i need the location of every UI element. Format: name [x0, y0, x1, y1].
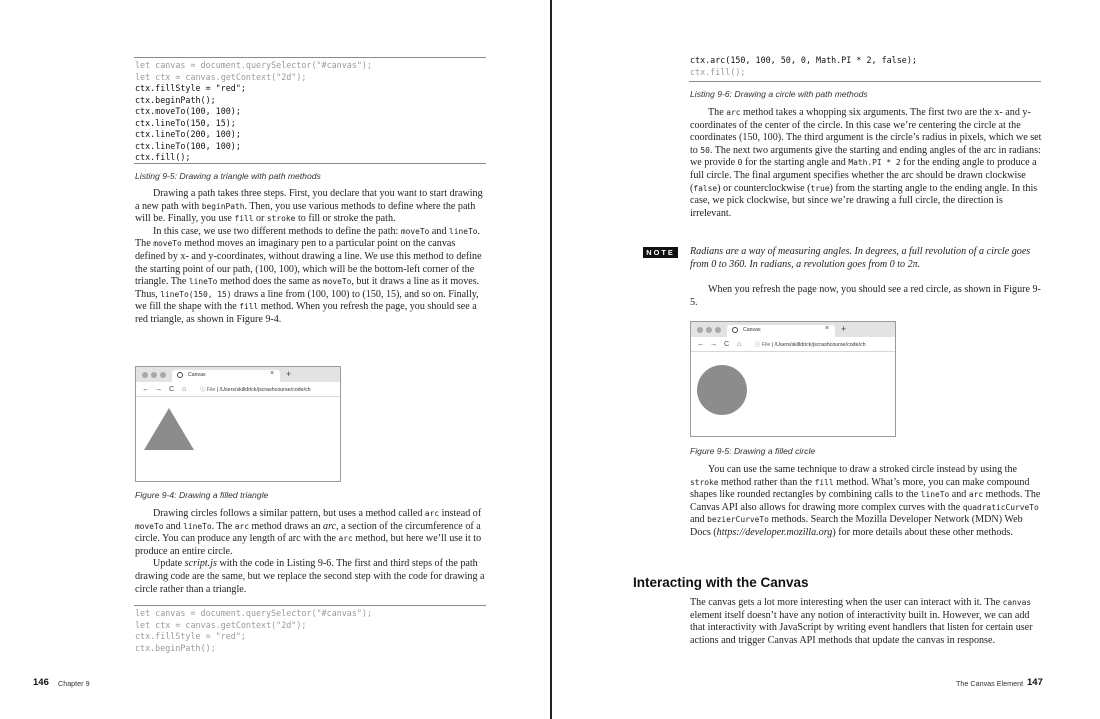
- forward-arrow-icon[interactable]: →: [155, 384, 163, 393]
- inline-code: arc: [338, 534, 353, 544]
- right-text-block-4: [690, 597, 1042, 647]
- window-dot: [715, 327, 721, 333]
- window-dot: [142, 372, 148, 378]
- code-rule-top: [134, 605, 486, 606]
- paragraph: Update script.js with the code in Listing 9-6. The first and third steps of the path drawing code are the same, but we replace the second step with the code for drawing a circle rather than a triangle.: [135, 558, 485, 595]
- listing-caption: Listing 9-5: Drawing a triangle with path methods: [135, 171, 321, 181]
- code-line: ctx.moveTo(100, 100);: [135, 106, 241, 116]
- code-line: ctx.fillStyle = "red";: [135, 631, 246, 641]
- code-line: ctx.arc(150, 100, 50, 0, Math.PI * 2, false);: [690, 55, 917, 65]
- new-tab-icon[interactable]: +: [286, 369, 292, 379]
- inline-code: arc: [424, 509, 440, 518]
- code-line: ctx.lineTo(100, 100);: [135, 140, 241, 151]
- url-path: /Users/skilldrick/jscrashcourse/code/ch: [774, 342, 866, 348]
- right-text-block-3: [690, 464, 1042, 540]
- tab-title: Canvas: [188, 372, 206, 378]
- inline-code: canvas: [1002, 598, 1032, 607]
- code-line: ctx.lineTo(150, 15);: [135, 117, 236, 128]
- inline-code: 0: [737, 158, 743, 168]
- window-dot: [151, 372, 157, 378]
- section-heading: Interacting with the Canvas: [633, 575, 809, 590]
- url-field[interactable]: ⓘ File | /Users/skilldrick/jscrashcourse/code/ch: [200, 387, 311, 393]
- paragraph: The canvas gets a lot more interesting when the user can interact with it. The canvas element itself doesn’t have any notion of interactivity built in. However, we can add that interactivity with JavaScript by writing event handlers that listen for certain user actions and trigger Canvas API methods that update the canvas in response.: [690, 597, 1033, 646]
- code-rule-bottom: [689, 81, 1041, 82]
- inline-code: false: [693, 183, 718, 193]
- code-line: ctx.beginPath();: [135, 94, 216, 105]
- inline-code: quadraticCurveTo: [962, 502, 1039, 512]
- filled-circle: [697, 365, 747, 415]
- code-listing-9-5: [135, 60, 372, 164]
- back-arrow-icon[interactable]: ←: [697, 339, 705, 348]
- left-text-block-1: [135, 188, 487, 327]
- inline-code: fill: [239, 302, 259, 312]
- inline-code: moveTo: [153, 239, 182, 249]
- inline-code: fill: [234, 214, 254, 224]
- info-icon: ⓘ: [200, 387, 206, 393]
- code-line: let ctx = canvas.getContext("2d");: [135, 619, 307, 630]
- canvas-area: [136, 396, 340, 480]
- code-line: let ctx = canvas.getContext("2d");: [135, 71, 307, 82]
- inline-code: moveTo: [400, 226, 430, 236]
- url-scheme: File: [206, 387, 216, 393]
- inline-code: arc: [234, 521, 250, 531]
- close-icon[interactable]: ×: [825, 325, 830, 332]
- new-tab-icon[interactable]: +: [841, 324, 847, 334]
- reload-icon[interactable]: C: [169, 384, 175, 393]
- home-icon[interactable]: ⌂: [182, 384, 187, 393]
- tab-bar: [691, 322, 895, 337]
- tab-title: Canvas: [743, 327, 761, 333]
- forward-arrow-icon[interactable]: →: [710, 339, 718, 348]
- back-arrow-icon[interactable]: ←: [142, 384, 150, 393]
- window-dot: [160, 372, 166, 378]
- inline-code: Math.PI * 2: [848, 158, 901, 168]
- inline-code: 50: [700, 145, 710, 155]
- globe-icon: [732, 327, 738, 333]
- canvas-area: [691, 351, 895, 435]
- emphasis: script.js: [184, 558, 217, 570]
- page-number: 147: [1027, 677, 1043, 688]
- inline-code: bezierCurveTo: [707, 515, 769, 525]
- browser-tab[interactable]: [727, 325, 835, 337]
- paragraph: When you refresh the page now, you should see a red circle, as shown in Figure 9-5.: [690, 284, 1041, 308]
- code-listing-9-6-start: [135, 608, 372, 654]
- window-dot: [706, 327, 712, 333]
- tab-bar: [136, 367, 340, 382]
- code-rule-bottom: [134, 163, 486, 164]
- inline-code: lineTo(150, 15): [160, 289, 232, 299]
- address-bar: [691, 337, 895, 352]
- inline-code: arc: [726, 108, 741, 117]
- inline-code: moveTo: [135, 521, 164, 531]
- figure-caption: Figure 9-5: Drawing a filled circle: [690, 446, 816, 456]
- inline-code: arc: [968, 490, 984, 500]
- note-badge: NOTE: [643, 247, 678, 258]
- listing-caption: Listing 9-6: Drawing a circle with path methods: [690, 89, 868, 99]
- browser-tab[interactable]: [172, 370, 280, 382]
- paragraph: You can use the same technique to draw a stroked circle instead by using the stroke method rather than the fill method. What’s more, you can make compound shapes like rounded rectangles by combining calls to the lineTo and arc methods. The Canvas API also allows for drawing more complex curves with the quadraticCurveTo and bezierCurveTo methods. Search the Mozilla Developer Network (MDN) Web Docs (https://developer.mozilla.org) for more details about these other methods.: [690, 464, 1041, 538]
- code-line: ctx.fillStyle = "red";: [135, 83, 246, 93]
- browser-window-figure-9-4: [135, 366, 341, 482]
- left-text-block-2: [135, 508, 487, 596]
- inline-code: lineTo: [188, 277, 218, 287]
- page-number: 146: [33, 677, 49, 688]
- inline-code: lineTo: [183, 521, 212, 531]
- inline-code: true: [810, 183, 830, 193]
- browser-window-figure-9-5: [690, 321, 896, 437]
- url-field[interactable]: ⓘ File | /Users/skilldrick/jscrashcourse/code/ch: [755, 342, 866, 348]
- code-listing-9-6-end: [690, 55, 917, 78]
- right-text-block-2: [690, 284, 1042, 309]
- inline-code: stroke: [266, 214, 296, 224]
- inline-code: beginPath: [201, 201, 245, 211]
- emphasis: arc: [323, 520, 337, 532]
- paragraph: In this case, we use two different methods to define the path: moveTo and lineTo. The moveTo method moves an imaginary pen to a particular point on the canvas defined by x- and y-coordinates, without drawing a line. We use this method to define the starting point of our path, (100, 100), which will be the bottom-left corner of the triangle. The lineTo method does the same as moveTo, but it draws a line as it moves. Thus, lineTo(150, 15) draws a line from (100, 100) to (150, 15), and so on. Finally, we fill the shape with the fill method. When you refresh the page, you should see a red triangle, as shown in Figure 9-4.: [135, 225, 482, 325]
- running-head: The Canvas Element: [956, 679, 1024, 688]
- inline-code: lineTo: [920, 490, 950, 500]
- note-text: Radians are a way of measuring angles. In degrees, a full revolution of a circle goes from 0 to 360. In radians, a revolution goes from 0 to 2π.: [690, 246, 1031, 270]
- filled-triangle: [144, 408, 194, 450]
- paragraph: The arc method takes a whopping six arguments. The first two are the x- and y-coordinates of the center of the circle. In this case we’re centering the circle at the coordinates (150, 100). The third argument is the circle’s radius in pixels, which we set to 50. The next two arguments give the starting and ending angles of the arc in radians: we provide 0 for the starting angle and Math.PI * 2 for the ending angle to produce a full circle. The final argument specifies whether the arc should be drawn clockwise (false) or counterclockwise (true) from the starting angle to the ending angle. In this case, we pick clockwise, but since we’re drawing a full circle, the direction is irrelevant.: [690, 107, 1042, 219]
- info-icon: ⓘ: [755, 342, 761, 348]
- inline-code: lineTo: [449, 226, 478, 236]
- code-line: let canvas = document.querySelector("#canvas");: [135, 60, 372, 70]
- url-path: /Users/skilldrick/jscrashcourse/code/ch: [219, 387, 311, 393]
- close-icon[interactable]: ×: [270, 370, 275, 377]
- code-rule-top: [134, 57, 486, 58]
- paragraph: Drawing circles follows a similar pattern, but uses a method called arc instead of moveTo and lineTo. The arc method draws an arc, a section of the circumference of a circle. You can produce any length of arc with the arc method, but here we’ll use it to produce an entire circle.: [135, 508, 482, 557]
- code-line: let canvas = document.querySelector("#canvas");: [135, 608, 372, 618]
- reload-icon[interactable]: C: [724, 339, 730, 348]
- home-icon[interactable]: ⌂: [737, 339, 742, 348]
- inline-code: fill: [814, 477, 834, 487]
- figure-caption: Figure 9-4: Drawing a filled triangle: [135, 490, 269, 500]
- emphasis: https://developer.mozilla.org: [716, 526, 833, 538]
- paragraph: Drawing a path takes three steps. First, you declare that you want to start drawing a new path with beginPath. Then, you use various methods to define where the path will be. Finally, you use fill or stroke to fill or stroke the path.: [135, 188, 483, 225]
- right-text-block-1: [690, 107, 1042, 220]
- code-line: ctx.beginPath();: [135, 642, 216, 653]
- inline-code: stroke: [690, 477, 719, 487]
- globe-icon: [177, 372, 183, 378]
- address-bar: [136, 382, 340, 397]
- code-line: ctx.fill();: [690, 66, 746, 77]
- url-scheme: File: [761, 342, 771, 348]
- inline-code: moveTo: [322, 277, 352, 287]
- page-gutter: [550, 0, 552, 719]
- running-head: Chapter 9: [58, 679, 90, 688]
- code-line: ctx.lineTo(200, 100);: [135, 129, 241, 139]
- code-line: ctx.fill();: [135, 152, 191, 162]
- window-dot: [697, 327, 703, 333]
